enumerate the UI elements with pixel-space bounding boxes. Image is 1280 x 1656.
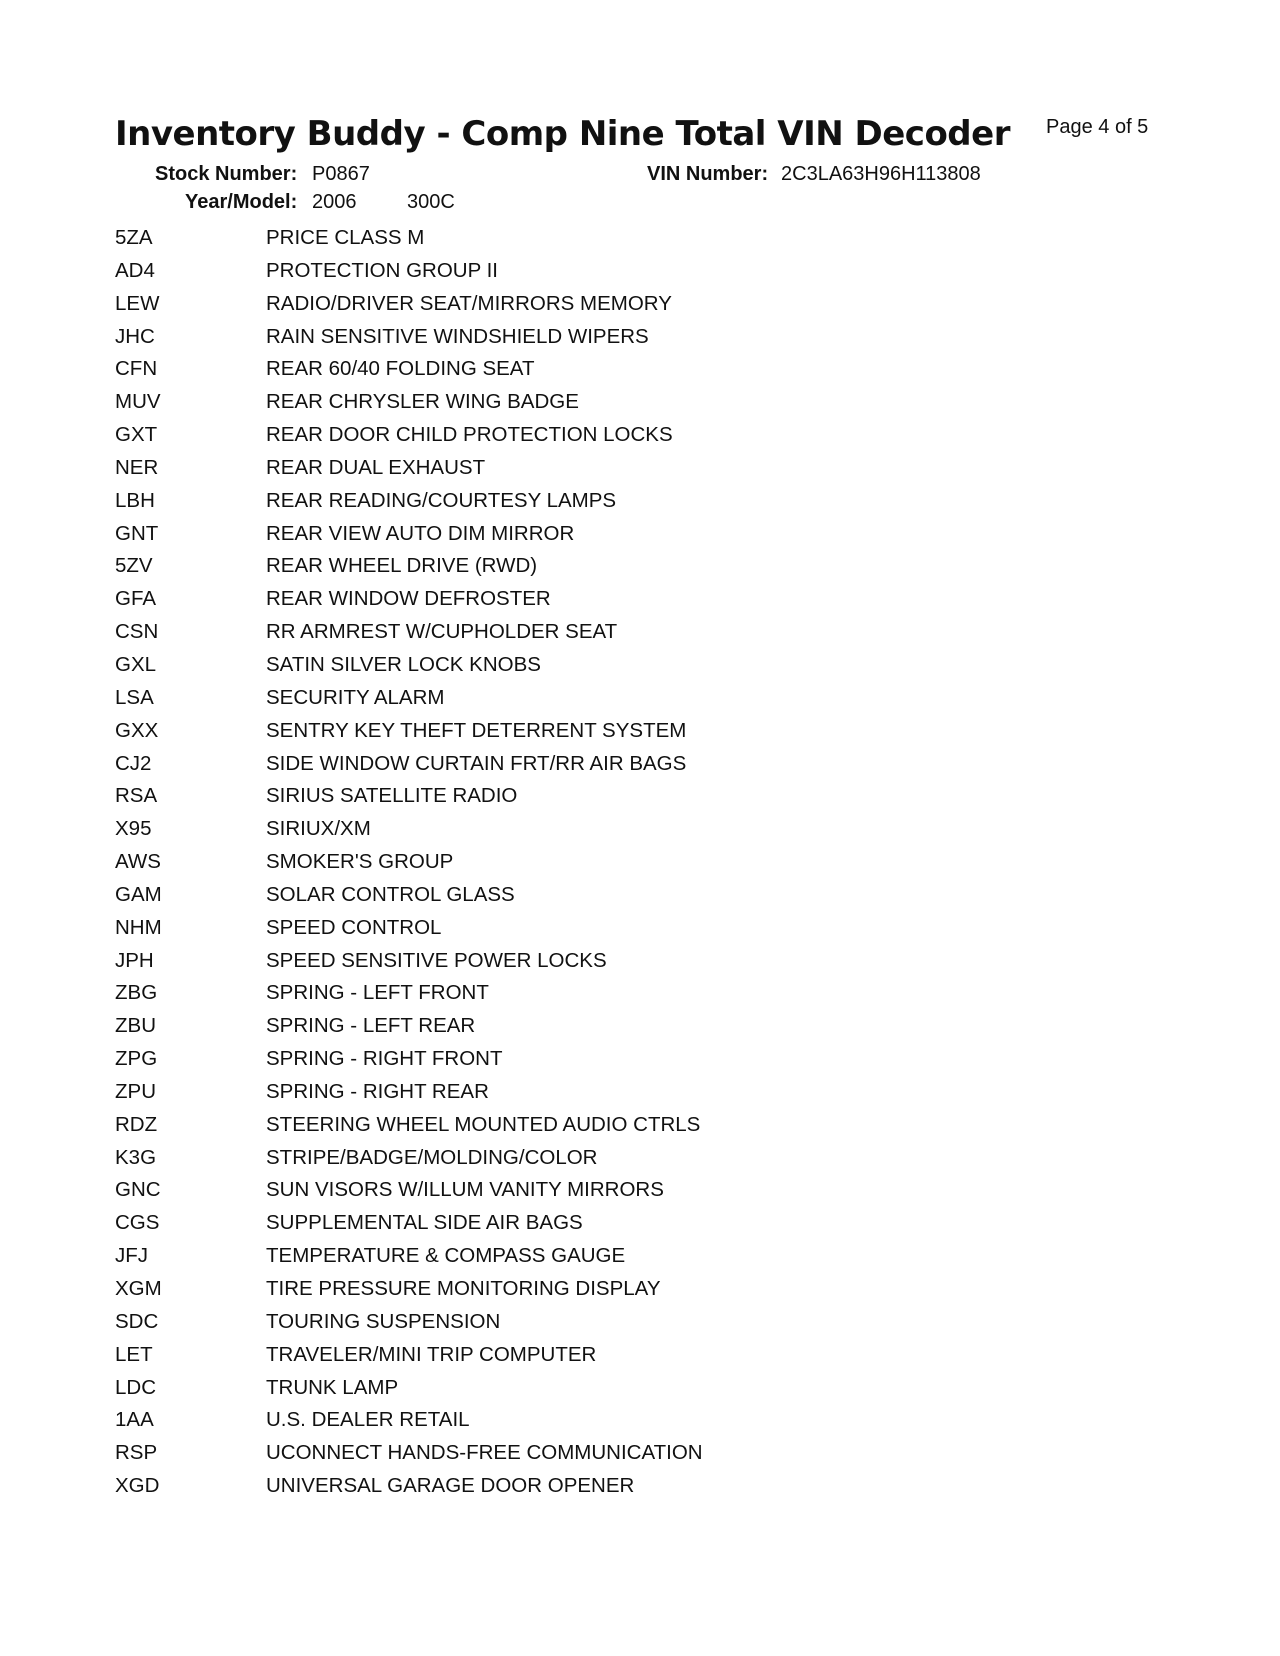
option-row [115,817,1015,854]
option-description: U.S. DEALER RETAIL [266,1408,470,1432]
option-row [115,784,1015,821]
option-code: JPH [115,948,154,972]
option-code: AD4 [115,258,155,282]
year-value: 2006 [312,191,357,213]
option-code: AWS [115,850,161,874]
option-code: GXT [115,423,158,447]
option-description: UNIVERSAL GARAGE DOOR OPENER [266,1474,635,1498]
option-code: NER [115,455,159,479]
option-description: SATIN SILVER LOCK KNOBS [266,652,541,676]
option-description: REAR READING/COURTESY LAMPS [266,488,617,512]
option-code: LEW [115,291,160,315]
option-code: K3G [115,1145,157,1169]
option-code-list [115,226,1015,1511]
option-code: SDC [115,1309,159,1333]
option-description: REAR DOOR CHILD PROTECTION LOCKS [266,423,673,447]
option-description: SIDE WINDOW CURTAIN FRT/RR AIR BAGS [266,751,687,775]
option-code: LBH [115,488,155,512]
option-code: MUV [115,390,161,414]
year-model-label: Year/Model: [185,191,298,213]
option-row [115,226,1015,263]
option-description: SMOKER'S GROUP [266,850,454,874]
option-code: JHC [115,324,155,348]
option-description: SPRING - RIGHT FRONT [266,1047,503,1071]
option-row [115,1342,1015,1380]
option-description: SENTRY KEY THEFT DETERRENT SYSTEM [266,718,687,742]
option-description: SPRING - RIGHT REAR [266,1079,489,1103]
option-description: PRICE CLASS M [266,226,425,249]
option-row [115,620,1015,657]
option-description: TOURING SUSPENSION [266,1309,501,1333]
option-description: SIRIUS SATELLITE RADIO [266,784,518,808]
option-description: SPRING - LEFT REAR [266,1014,476,1038]
option-row [115,1047,1015,1084]
option-code: GXL [115,652,157,676]
option-row [115,324,1015,362]
option-row [115,554,1015,591]
option-code: RSP [115,1441,158,1465]
option-description: SPEED CONTROL [266,915,442,939]
option-code: NHM [115,915,162,939]
option-code: 5ZA [115,226,153,249]
option-description: REAR VIEW AUTO DIM MIRROR [266,521,575,545]
option-description: RAIN SENSITIVE WINDSHIELD WIPERS [266,324,649,348]
option-row [115,1375,1015,1413]
option-code: ZBG [115,981,158,1005]
option-code: GFA [115,587,157,611]
option-description: UCONNECT HANDS-FREE COMMUNICATION [266,1441,703,1465]
option-code: RSA [115,784,158,808]
option-code: RDZ [115,1112,158,1136]
option-code: 1AA [115,1408,154,1432]
option-row [115,652,1015,690]
option-row [115,1474,1015,1511]
option-description: RR ARMREST W/CUPHOLDER SEAT [266,620,618,644]
option-description: SPRING - LEFT FRONT [266,981,489,1005]
option-code: JFJ [115,1244,149,1268]
vin-number-label: VIN Number: [647,163,769,185]
option-code: ZBU [115,1014,156,1038]
stock-number-label: Stock Number: [155,163,298,185]
option-code: LSA [115,685,154,709]
option-description: TRUNK LAMP [266,1375,399,1399]
option-description: SUN VISORS W/ILLUM VANITY MIRRORS [266,1178,664,1202]
option-code: ZPG [115,1047,158,1071]
option-row [115,1277,1015,1314]
option-code: CJ2 [115,751,152,775]
option-description: TIRE PRESSURE MONITORING DISPLAY [266,1277,661,1300]
option-code: ZPU [115,1079,156,1103]
option-description: REAR WHEEL DRIVE (RWD) [266,554,538,578]
option-code: CSN [115,620,159,644]
option-code: XGD [115,1474,160,1498]
option-row [115,1014,1015,1051]
option-description: PROTECTION GROUP II [266,258,498,282]
option-code: GNT [115,521,159,545]
option-row [115,521,1015,559]
option-row [115,948,1015,986]
option-description: SECURITY ALARM [266,685,445,709]
report-title: Inventory Buddy - Comp Nine Total VIN Decoder [115,114,1010,154]
vin-number-value: 2C3LA63H96H113808 [781,163,981,185]
option-description: SIRIUX/XM [266,817,371,841]
option-code: CGS [115,1211,160,1235]
option-code: CFN [115,357,158,381]
option-row [115,850,1015,887]
option-code: 5ZV [115,554,153,578]
option-description: TRAVELER/MINI TRIP COMPUTER [266,1342,597,1366]
option-description: REAR WINDOW DEFROSTER [266,587,551,611]
option-code: LDC [115,1375,157,1399]
option-code: GXX [115,718,159,742]
option-code: GAM [115,882,162,906]
stock-number-value: P0867 [312,163,370,185]
option-row [115,882,1015,920]
option-row [115,981,1015,1018]
option-row [115,751,1015,789]
option-description: RADIO/DRIVER SEAT/MIRRORS MEMORY [266,291,672,315]
option-row [115,423,1015,460]
option-description: SOLAR CONTROL GLASS [266,882,515,906]
model-value: 300C [407,191,455,213]
option-code: GNC [115,1178,161,1202]
option-description: TEMPERATURE & COMPASS GAUGE [266,1244,626,1268]
option-description: REAR CHRYSLER WING BADGE [266,390,579,414]
option-code: X95 [115,817,152,841]
option-description: SUPPLEMENTAL SIDE AIR BAGS [266,1211,583,1235]
option-description: STEERING WHEEL MOUNTED AUDIO CTRLS [266,1112,701,1136]
option-description: SPEED SENSITIVE POWER LOCKS [266,948,607,972]
option-code: XGM [115,1277,162,1300]
option-description: STRIPE/BADGE/MOLDING/COLOR [266,1145,598,1169]
page-number: Page 4 of 5 [1046,116,1149,138]
option-description: REAR 60/40 FOLDING SEAT [266,357,535,381]
option-code: LET [115,1342,153,1366]
option-description: REAR DUAL EXHAUST [266,455,486,479]
